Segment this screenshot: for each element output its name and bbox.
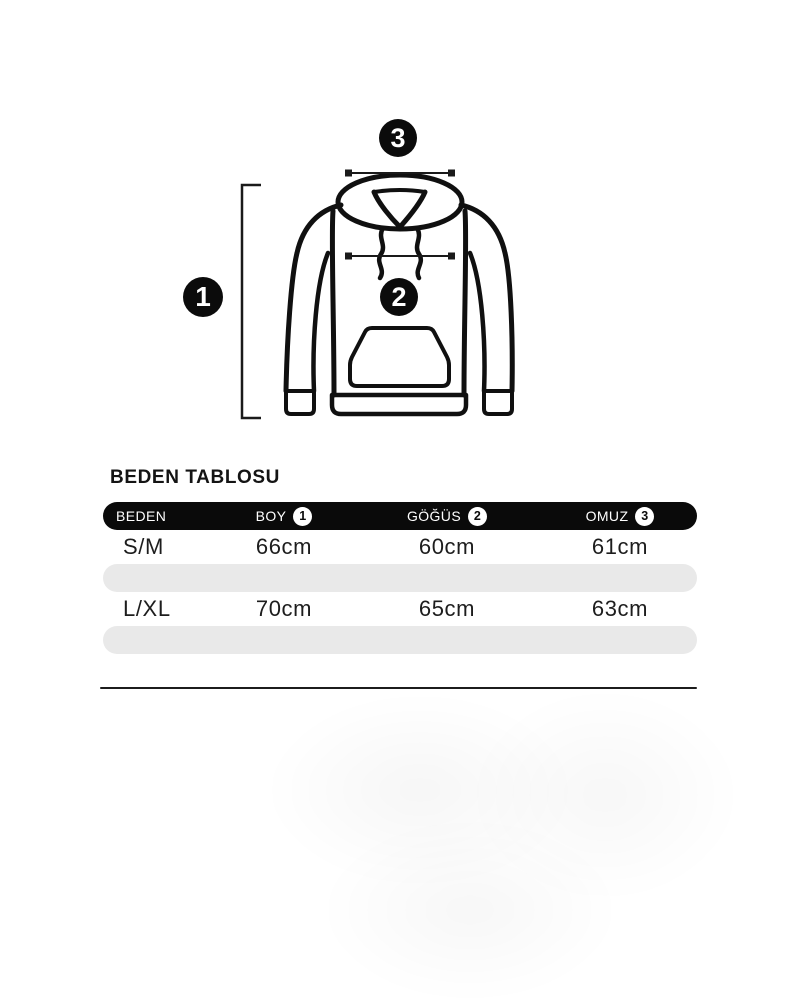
body-right-edge	[464, 211, 466, 395]
chest-measure-line	[345, 253, 455, 260]
header-cell-boy	[217, 507, 351, 526]
watermark-blob	[320, 820, 620, 1000]
badge-shoulder	[379, 119, 417, 157]
header-label-boy: BOY	[255, 508, 287, 524]
header-label-gogus: GÖĞÜS	[406, 508, 462, 524]
header-cell-gogus	[351, 507, 543, 526]
row-omuz-value: 63cm	[591, 596, 649, 621]
row-boy-value: 66cm	[255, 534, 313, 559]
row-boy-value: 70cm	[255, 596, 313, 621]
header-cell-beden: BEDEN	[116, 508, 167, 524]
header-marker-2-icon: 2	[468, 507, 487, 526]
neck-v-left	[374, 192, 400, 227]
hoodie-measurement-diagram	[170, 110, 570, 450]
table-row	[103, 530, 697, 564]
drawstring-right	[417, 228, 421, 278]
body-left-edge	[332, 211, 334, 395]
row-omuz-value: 61cm	[591, 534, 649, 559]
hem-band	[332, 395, 466, 414]
badge-length-number: 1	[195, 281, 211, 312]
right-cuff	[484, 391, 512, 414]
row-gogus-value: 65cm	[418, 596, 476, 621]
size-table	[103, 502, 697, 654]
left-cuff	[286, 391, 314, 414]
right-sleeve-inner	[470, 253, 484, 391]
badge-shoulder-number: 3	[390, 123, 406, 153]
collar-line	[374, 190, 425, 192]
row-size-label: S/M	[123, 534, 164, 559]
badge-length	[183, 277, 223, 317]
separator-stripe	[103, 626, 697, 654]
size-table-header-row	[103, 502, 697, 530]
neck-v-right	[400, 192, 425, 227]
bottom-divider-line	[100, 687, 697, 689]
size-table-title: BEDEN TABLOSU	[110, 467, 281, 488]
header-label-omuz: OMUZ	[585, 508, 629, 524]
table-row	[103, 592, 697, 626]
length-measure-bracket	[242, 185, 261, 418]
badge-chest	[380, 278, 418, 316]
badge-chest-number: 2	[391, 282, 407, 312]
header-marker-3-icon: 3	[635, 507, 654, 526]
drawstring-left	[379, 228, 383, 278]
hood-outline	[338, 175, 462, 229]
kangaroo-pocket	[350, 328, 449, 386]
left-sleeve-inner	[314, 253, 328, 391]
header-cell-omuz	[543, 507, 697, 526]
row-gogus-value: 60cm	[418, 534, 476, 559]
row-size-label: L/XL	[123, 596, 171, 621]
separator-stripe	[103, 564, 697, 592]
header-marker-1-icon: 1	[293, 507, 312, 526]
